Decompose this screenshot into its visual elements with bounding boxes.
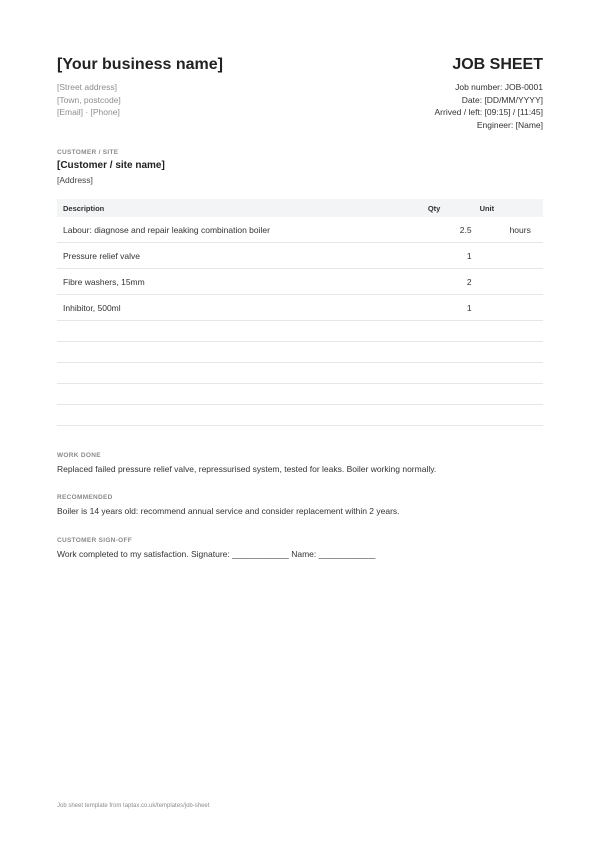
blank-row — [57, 384, 543, 405]
blank-row — [57, 363, 543, 384]
signoff-text: Work completed to my satisfaction. Signature: ____________ Name: ____________ — [57, 549, 376, 559]
customer-address: [Address] — [57, 175, 93, 185]
row-qty: 2.5 — [418, 217, 474, 243]
row-description: Fibre washers, 15mm — [57, 269, 418, 295]
customer-label: CUSTOMER / SITE — [57, 149, 119, 156]
row-unit: hours — [474, 217, 543, 243]
business-name: [Your business name] — [57, 56, 223, 73]
job-date: Date: [DD/MM/YYYY] — [461, 94, 543, 105]
job-times: Arrived / left: [09:15] / [11:45] — [434, 107, 543, 117]
job-engineer: Engineer: [Name] — [476, 119, 543, 130]
work-done-text: Replaced failed pressure relief valve, repressurised system, tested for leaks. Boiler working normally. — [57, 464, 437, 474]
row-qty: 1 — [418, 295, 474, 321]
row-unit — [474, 295, 543, 321]
row-qty: 2 — [418, 269, 474, 295]
recommended-label: RECOMMENDED — [57, 494, 113, 501]
blank-row — [57, 321, 543, 342]
recommended-section — [57, 494, 543, 516]
sheet-title: JOB SHEET — [452, 56, 543, 73]
business-contact: [Email] · [Phone] — [57, 107, 120, 117]
business-town: [Town, postcode] — [57, 94, 121, 105]
work-done-label: WORK DONE — [57, 452, 101, 459]
header-qty: Qty — [418, 199, 474, 217]
table-row — [57, 295, 543, 321]
table-row — [57, 217, 543, 243]
items-table — [57, 199, 543, 426]
row-description: Inhibitor, 500ml — [57, 295, 418, 321]
table-row — [57, 269, 543, 295]
customer-name: [Customer / site name] — [57, 160, 165, 171]
row-description: Labour: diagnose and repair leaking combination boiler — [57, 217, 418, 243]
job-meta — [434, 81, 543, 131]
row-unit — [474, 269, 543, 295]
row-unit — [474, 243, 543, 269]
blank-row — [57, 405, 543, 426]
work-done-section — [57, 452, 543, 474]
header-unit: Unit — [474, 199, 543, 217]
job-number: Job number: JOB-0001 — [455, 82, 543, 92]
signoff-section — [57, 537, 543, 559]
row-description: Pressure relief valve — [57, 243, 418, 269]
row-qty: 1 — [418, 243, 474, 269]
table-header-row — [57, 199, 543, 217]
signoff-label: CUSTOMER SIGN-OFF — [57, 537, 133, 544]
business-details — [57, 81, 121, 119]
blank-row — [57, 342, 543, 363]
header-description: Description — [57, 199, 418, 217]
recommended-text: Boiler is 14 years old: recommend annual service and consider replacement within 2 years. — [57, 506, 400, 516]
business-street: [Street address] — [57, 82, 118, 92]
footer-note: Job sheet template from taptax.co.uk/templates/job-sheet — [57, 803, 210, 809]
table-row — [57, 243, 543, 269]
